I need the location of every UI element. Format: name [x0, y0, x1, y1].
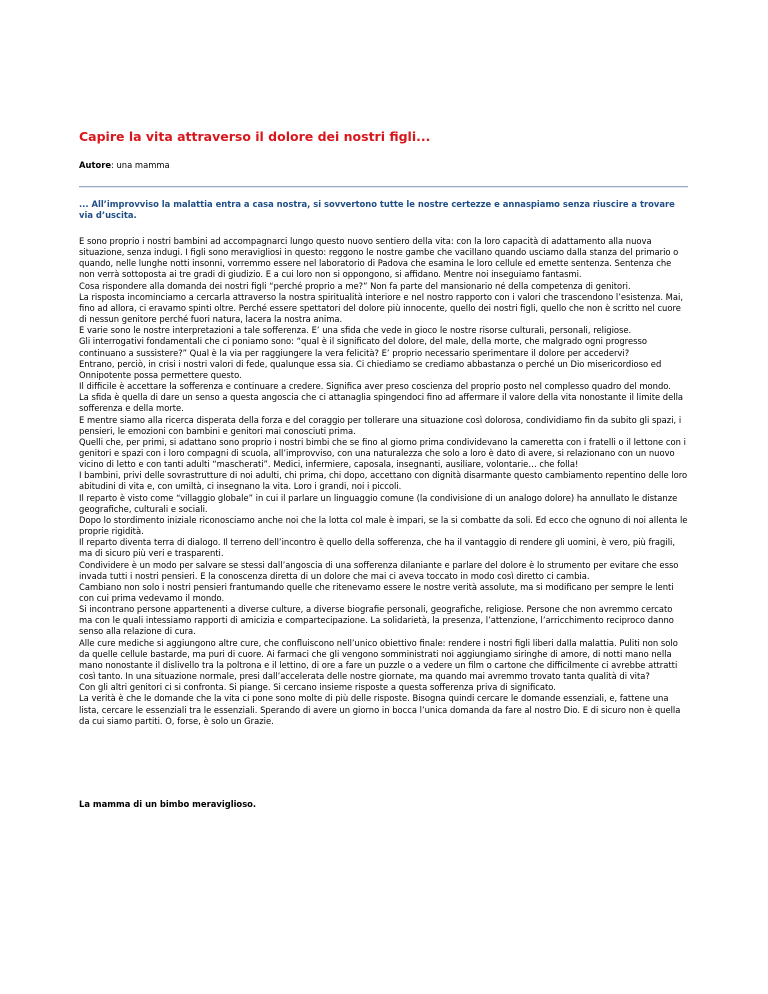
body-paragraph: Il difficile è accettare la sofferenza e continuare a credere. Significa aver preso coscienza del proprio posto nel complesso quadro del mondo.: [79, 381, 671, 392]
body-paragraph: La sfida è quella di dare un senso a questa angoscia che ci attanaglia spingendoci fino ad affermare il valore della vita nonostante il limite della sofferenza e della morte.: [79, 392, 684, 414]
body-paragraph: Entrano, perciò, in crisi i nostri valori di fede, qualunque essa sia. Ci chiediamo se crediamo abbastanza o perché un Dio misericordioso ed Onnipotente possa permettere questo.: [79, 358, 662, 380]
divider: [79, 186, 688, 188]
author-value: : una mamma: [111, 160, 170, 170]
body-paragraph: E sono proprio i nostri bambini ad accompagnarci lungo questo nuovo sentiero della vita: con la loro capacità di adattamento alla nuova situazione, senza indugi. I figli sono meravigliosi in questo: reggono le nostre gambe che vacillano quando usciamo dalla stanza del primario o quando, nelle lunghe notti insonni, vorremmo essere nel laboratorio di Padova che esamina le loro cellule ed emette sentenza. Sentenza che non verrà sottoposta ai tre gradi di giudizio. E a cui loro non si oppongono, si affidano. Mentre noi inseguiamo fantasmi.: [79, 236, 679, 280]
article-signature: La mamma di un bimbo meraviglioso.: [79, 799, 257, 809]
body-paragraph: Cosa rispondere alla domanda dei nostri figli “perché proprio a me?” Non fa parte del mansionario né della competenza di genitori.: [79, 280, 631, 291]
author-line: [79, 160, 170, 170]
author-label: Autore: [79, 160, 112, 170]
body-paragraph: Cambiano non solo i nostri pensieri frantumando quelle che ritenevamo essere le nostre verità assolute, ma si modificano per sempre le lenti con cui prima vedevamo il mondo.: [79, 581, 674, 603]
body-paragraph: E varie sono le nostre interpretazioni a tale sofferenza. E’ una sfida che vede in gioco le nostre risorse culturali, personali, religiose.: [79, 325, 632, 336]
body-paragraph: Il reparto è visto come “villaggio globale” in cui il parlare un linguaggio comune (la condivisione di un analogo dolore) ha annullato le distanze geografiche, culturali e sociali.: [79, 492, 678, 514]
body-paragraph: Dopo lo stordimento iniziale riconosciamo anche noi che la lotta col male è impari, se la si combatte da soli. Ed ecco che ognuno di noi allenta le proprie rigidità.: [79, 514, 688, 537]
body-paragraph: I bambini, privi delle sovrastrutture di noi adulti, chi prima, chi dopo, accettano con dignità disarmante questo cambiamento repentino delle loro abitudini di vita e, con umiltà, ci insegnano la vita. Loro i grandi, noi i piccoli.: [79, 470, 688, 492]
body-paragraph: La verità è che le domande che la vita ci pone sono molte di più delle risposte. Bisogna quindi cercare le domande essenziali, e, fattene una lista, cercare le essenziali tra le essenziali. Sperando di avere un giorno in bocca l’unica domanda da fare al nostro Dio. E di sicuro non è quella da cui siamo partiti. O, forse, è solo un Grazie.: [79, 693, 681, 726]
body-paragraph: Alle cure mediche si aggiungono altre cure, che confluiscono nell’unico obiettivo finale: rendere i nostri figli liberi dalla malattia. Puliti non solo da quelle cellule bastarde, ma puri di cuore. Ai farmaci che gli vengono somministrati noi aggiungiamo siringhe di amore, di notti mano nella mano nonostante il dislivello tra la poltrona e il lettino, di ore a fare un puzzle o a vedere un film o cartone che difficilmente ci avrebbe attratti così tanto. In una situazione normale, presi dall’accelerata delle nostre giornate, ma quando mai avremmo trovato tanta qualità di vita?: [79, 637, 678, 682]
body-paragraph: Il reparto diventa terra di dialogo. Il terreno dell’incontro è quello della sofferenza, che ha il vantaggio di rendere gli uomini, è vero, più fragili, ma di sicuro più veri e trasparenti.: [79, 537, 676, 559]
body-paragraph: Gli interrogativi fondamentali che ci poniamo sono: “qual è il significato del dolore, del male, della morte, che malgrado ogni progresso continuano a sussistere?” Qual è la via per raggiungere la vera felicità? E’ proprio necessario sperimentare il dolore per accedervi?: [79, 336, 647, 358]
article-intro: ... All’improvviso la malattia entra a casa nostra, si sovvertono tutte le nostre certezze e annaspiamo senza riuscire a trovare via d’uscita.: [79, 199, 675, 221]
body-paragraph: E mentre siamo alla ricerca disperata della forza e del coraggio per tollerare una situazione così dolorosa, condividiamo fin da subito gli spazi, i pensieri, le emozioni con bambini e genitori mai conosciuti prima.: [79, 414, 682, 436]
body-paragraph: Con gli altri genitori ci si confronta. Si piange. Si cercano insieme risposte a questa sofferenza priva di significato.: [79, 682, 556, 693]
article-body: [79, 236, 688, 727]
body-paragraph: Quelli che, per primi, si adattano sono proprio i nostri bimbi che se fino al giorno prima condividevano la cameretta con i fratelli o il lettone con i genitori e spazi con i loro compagni di scuola, all’improvviso, con una naturalezza che solo a loro è dato di avere, si relazionano con un nuovo vicino di letto e con tanti adulti “mascherati”. Medici, infermiere, caposala, insegnanti, ausiliare, volontarie… che folla!: [79, 436, 686, 470]
body-paragraph: La risposta incominciamo a cercarla attraverso la nostra spiritualità interiore e nel nostro rapporto con i valori che trascendono l’esistenza. Mai, fino ad allora, ci eravamo spinti oltre. Perché essere spettatori del dolore più innocente, quello dei nostri figli, quello che non è scritto nel cuore di nessun genitore perché fuori natura, lacera la nostra anima.: [79, 291, 684, 325]
body-paragraph: Condividere è un modo per salvare se stessi dall’angoscia di una sofferenza dilaniante e parlare del dolore è lo strumento per evitare che esso invada tutti i nostri pensieri. E la conoscenza diretta di un dolore che mai ci aveva toccato in modo così diretto ci cambia.: [79, 559, 679, 581]
body-paragraph: Si incontrano persone appartenenti a diverse culture, a diverse biografie personali, geografiche, religiose. Persone che non avremmo cercato ma con le quali intessiamo rapporti di amicizia e compartecipazione. La solidarietà, la presenza, l’attenzione, l’arricchimento reciproco danno senso alla relazione di cura.: [79, 604, 674, 637]
article-title: Capire la vita attraverso il dolore dei nostri figli...: [79, 129, 431, 144]
